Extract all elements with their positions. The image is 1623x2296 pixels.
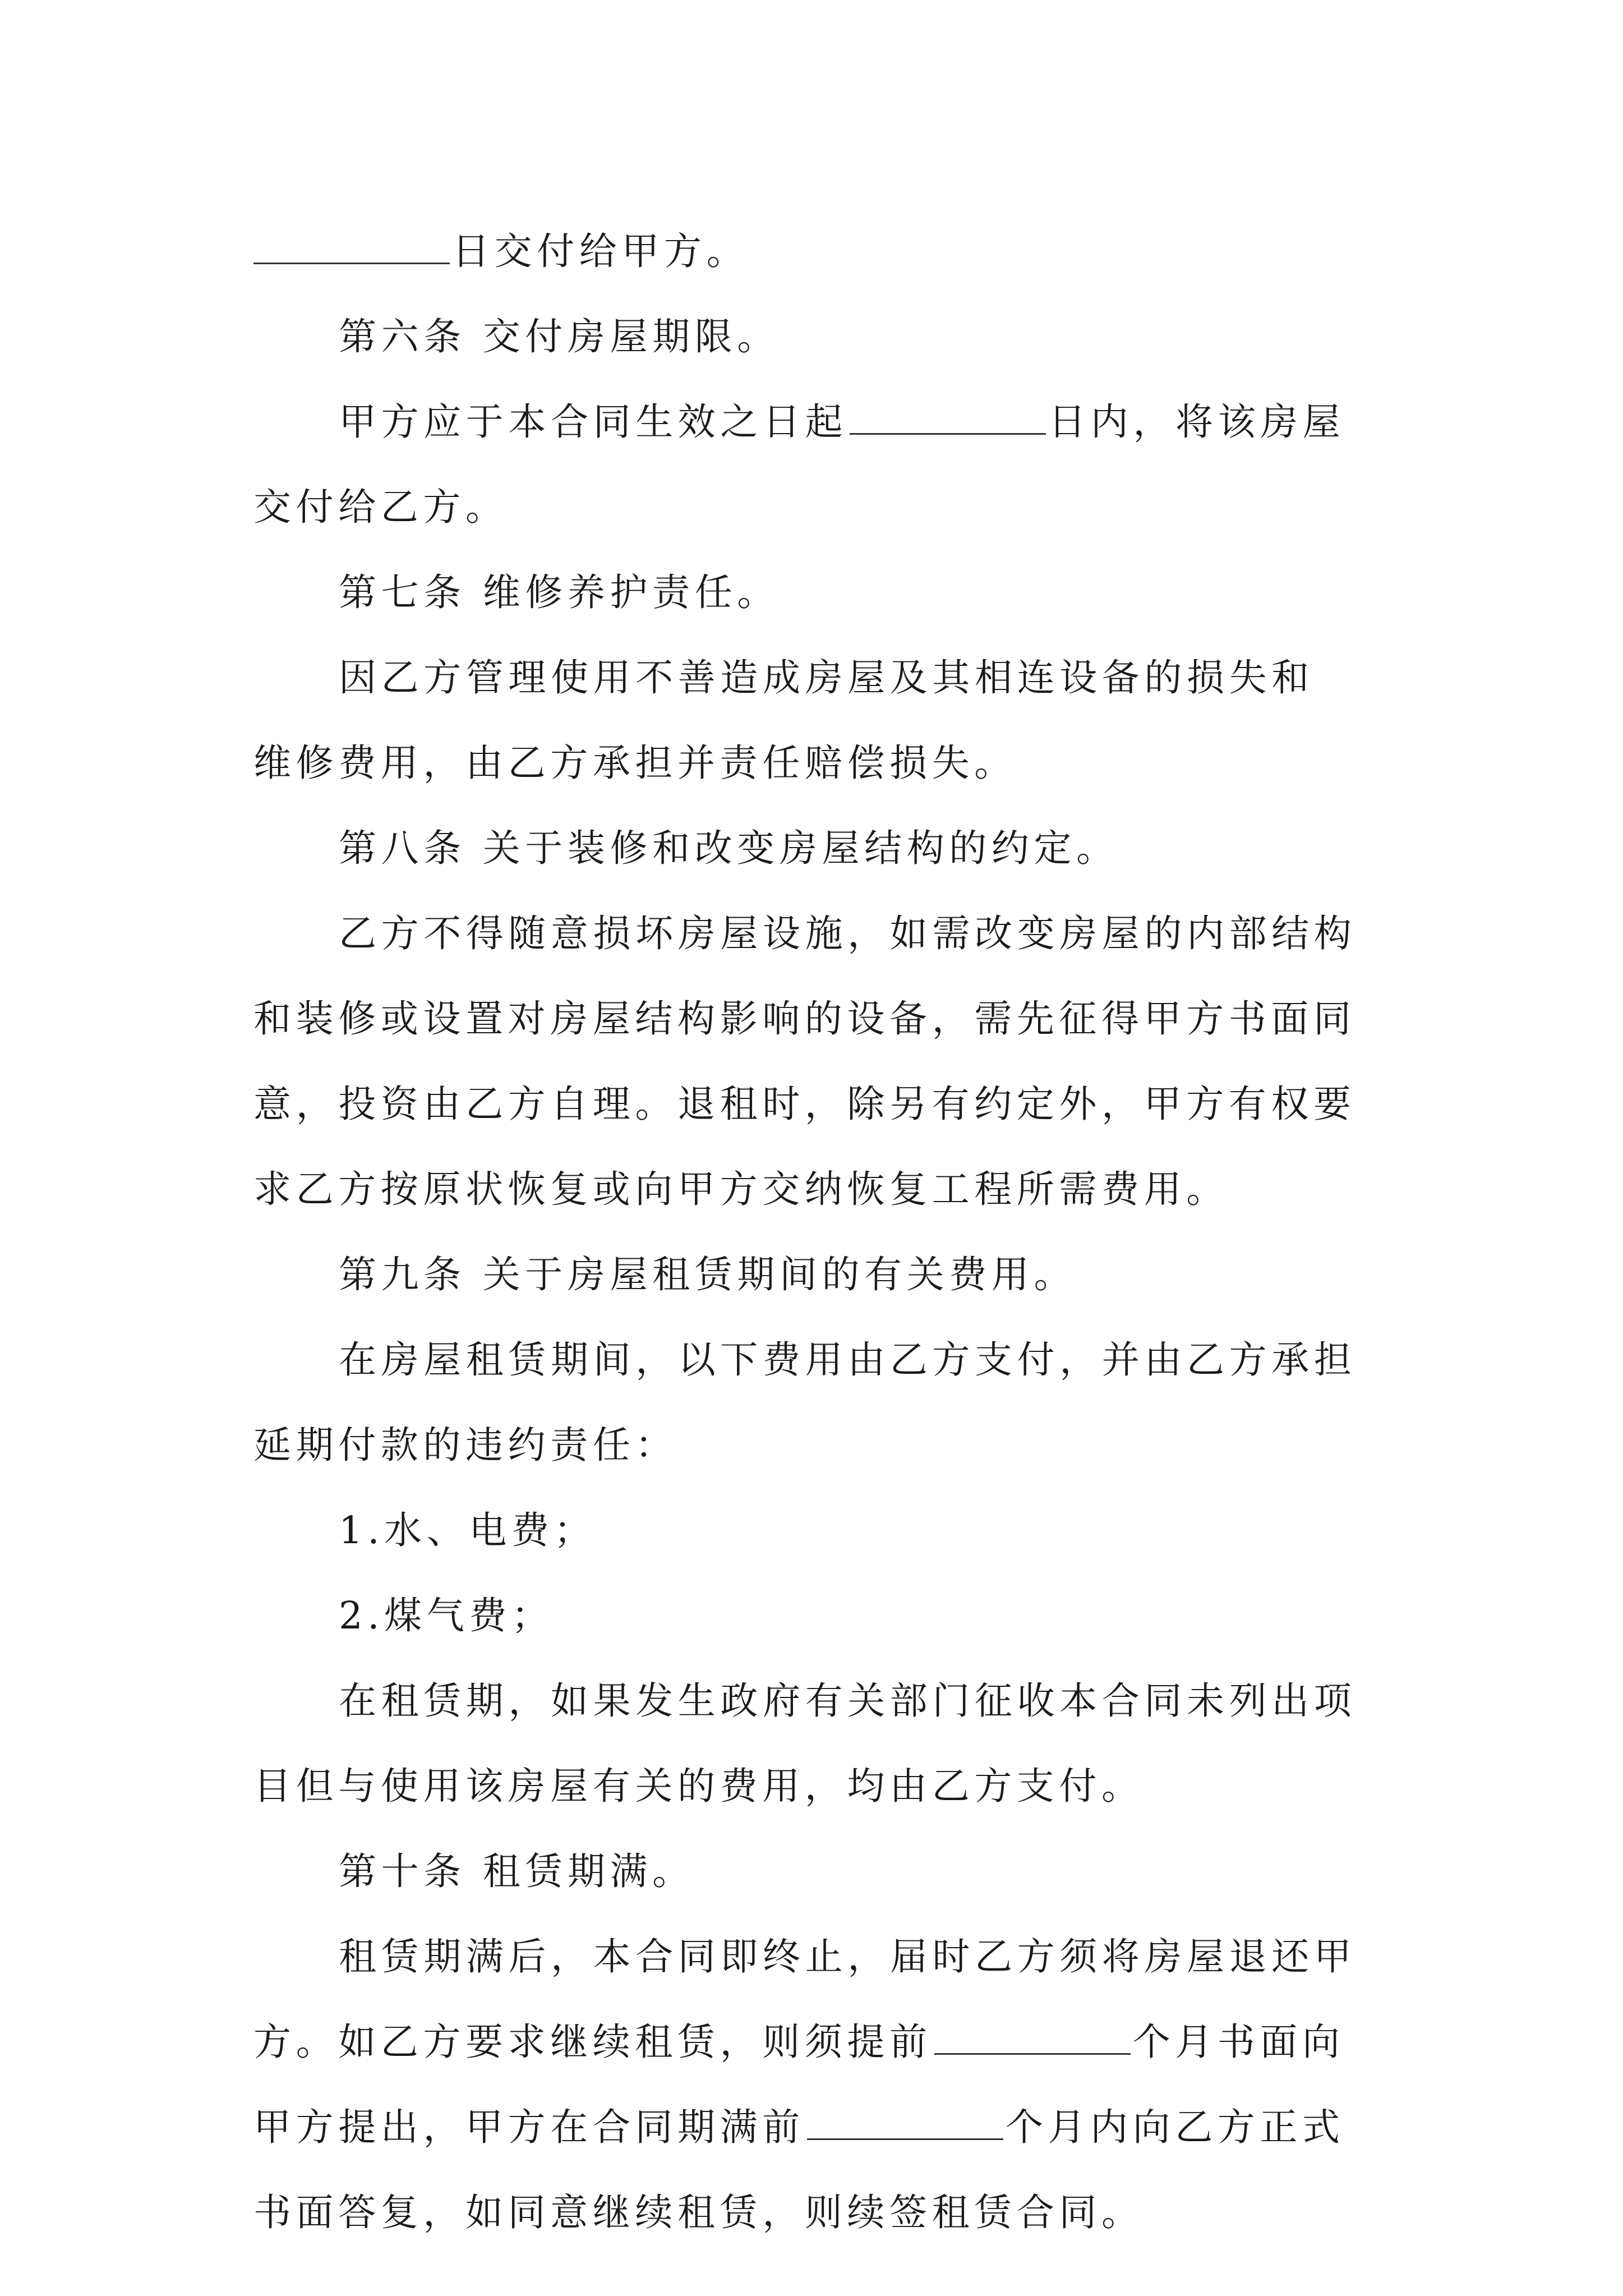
- line-text: 方。如乙方要求继续租赁，则须提前: [253, 2020, 932, 2064]
- text-line: 求乙方按原状恢复或向甲方交纳恢复工程所需费用。: [253, 1167, 1229, 1211]
- text-line: 在房屋租赁期间，以下费用由乙方支付，并由乙方承担: [339, 1338, 1357, 1382]
- text-line: 维修费用，由乙方承担并责任赔偿损失。: [253, 741, 1017, 785]
- text-line: [253, 379, 1382, 464]
- document-body: [253, 209, 1382, 2255]
- fill-in-blank: [807, 2138, 1003, 2140]
- text-line: 租赁期满后，本合同即终止，届时乙方须将房屋退还甲: [339, 1935, 1357, 1978]
- line-text: 日内，将该房屋: [1048, 400, 1345, 444]
- line-text: 个月内向乙方正式: [1005, 2105, 1345, 2149]
- text-line: [253, 209, 1382, 294]
- clause-heading-6: 第六条 交付房屋期限。: [339, 315, 780, 358]
- clause-heading-8: 第八条 关于装修和改变房屋结构的约定。: [339, 826, 1119, 870]
- list-item: 2.煤气费；: [339, 1594, 554, 1637]
- text-line: 交付给乙方。: [253, 485, 508, 529]
- text-line: 因乙方管理使用不善造成房屋及其相连设备的损失和: [339, 656, 1314, 700]
- line-text: 甲方应于本合同生效之日起: [339, 400, 848, 444]
- fill-in-blank: [253, 262, 450, 264]
- line-text: 日交付给甲方。: [452, 229, 749, 273]
- list-item: 1.水、电费；: [339, 1508, 597, 1552]
- text-line: 延期付款的违约责任：: [253, 1423, 677, 1467]
- clause-heading-10: 第十条 租赁期满。: [339, 1849, 695, 1893]
- line-text: 甲方提出，甲方在合同期满前: [253, 2105, 805, 2149]
- text-line: [253, 1999, 1382, 2085]
- text-line: 和装修或设置对房屋结构影响的设备，需先征得甲方书面同: [253, 997, 1356, 1041]
- text-line: 乙方不得随意损坏房屋设施，如需改变房屋的内部结构: [339, 912, 1357, 955]
- text-line: 在租赁期，如果发生政府有关部门征收本合同未列出项: [339, 1679, 1357, 1723]
- text-line: 意，投资由乙方自理。退租时，除另有约定外，甲方有权要: [253, 1082, 1356, 1126]
- clause-heading-9: 第九条 关于房屋租赁期间的有关费用。: [339, 1253, 1077, 1296]
- text-line: 书面答复，如同意继续租赁，则续签租赁合同。: [253, 2191, 1144, 2234]
- text-line: [253, 2085, 1382, 2170]
- fill-in-blank: [934, 2053, 1131, 2055]
- clause-heading-7: 第七条 维修养护责任。: [339, 570, 780, 614]
- fill-in-blank: [850, 432, 1046, 435]
- line-text: 个月书面向: [1132, 2020, 1345, 2064]
- text-line: 目但与使用该房屋有关的费用，均由乙方支付。: [253, 1764, 1144, 1808]
